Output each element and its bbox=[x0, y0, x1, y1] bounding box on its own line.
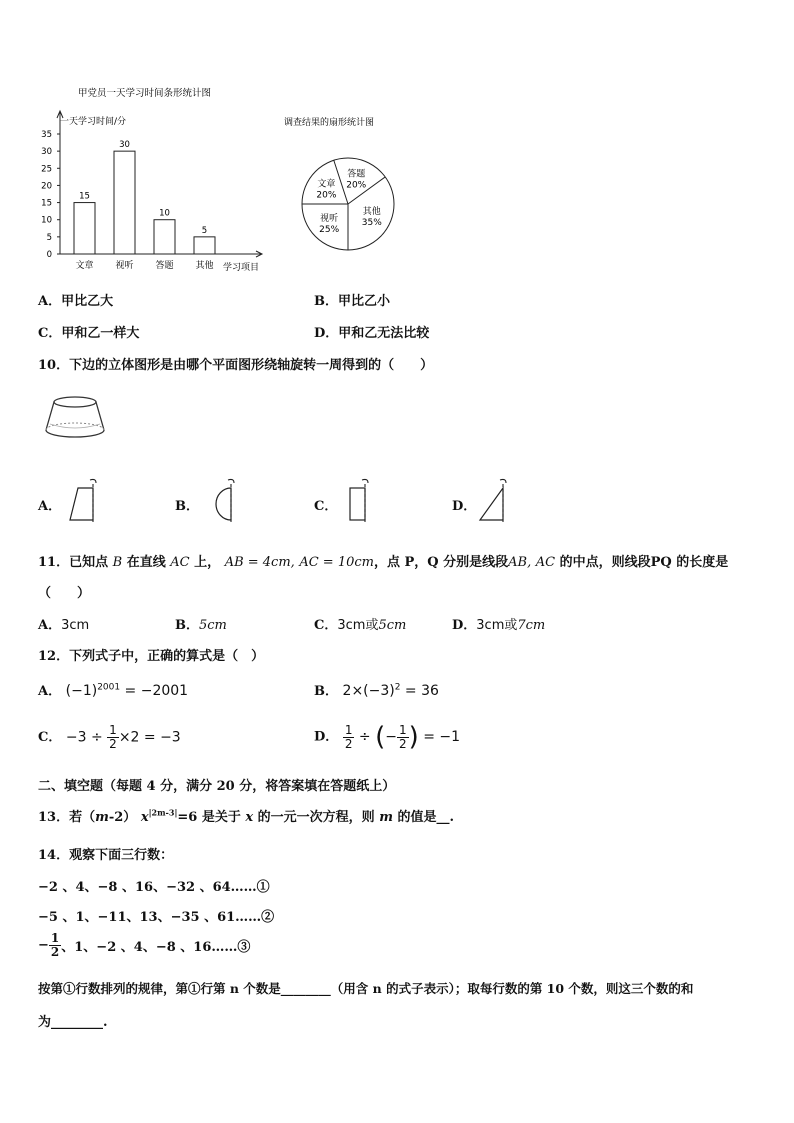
q14-row3-rest: 、1、−2 、4、−8 、16……③ bbox=[61, 940, 251, 955]
q12-c-rest: ×2 = −3 bbox=[118, 729, 181, 746]
pie-slice-pct: 25% bbox=[319, 224, 340, 235]
q12-option-a[interactable] bbox=[38, 680, 188, 699]
y-tick-label: 10 bbox=[41, 215, 52, 226]
q11-option-a[interactable] bbox=[38, 614, 89, 633]
q11-option-c[interactable] bbox=[314, 614, 406, 633]
q14-row3-fraction bbox=[49, 932, 61, 959]
q12-b-pre: 2×(−3) bbox=[342, 683, 395, 699]
q11-option-d[interactable] bbox=[452, 614, 545, 633]
q11-seg-ab: AB, bbox=[508, 555, 532, 570]
q12-c-num: 1 bbox=[109, 723, 117, 737]
q13-rest: =6 是关于 bbox=[177, 810, 246, 825]
y-tick-label: 20 bbox=[41, 181, 52, 192]
q11-option-d-value-2: 7cm bbox=[517, 618, 546, 633]
q11-text-2: 在直线 bbox=[126, 555, 166, 570]
pie-slice-label: 其他 bbox=[362, 207, 381, 218]
pie-slice-label: 答题 bbox=[347, 169, 366, 180]
q11-option-d-value-1: 3cm或 bbox=[476, 618, 518, 633]
q9-option-b[interactable]: B．甲比乙小 bbox=[314, 294, 390, 309]
q12-c-fraction bbox=[107, 724, 119, 751]
section-2-heading: 二、填空题（每题 4 分，满分 20 分，将答案填在答题纸上） bbox=[38, 779, 396, 794]
bar-data-label: 10 bbox=[159, 208, 170, 219]
q13-rest3: 的值是__. bbox=[392, 810, 455, 825]
y-tick-label: 5 bbox=[46, 232, 52, 243]
q13-minus2: -2） bbox=[108, 810, 137, 825]
q11-eq-ab: AB = 4cm, bbox=[224, 555, 295, 570]
q13-stem bbox=[38, 806, 454, 825]
q11-option-c-value-2: 5cm bbox=[378, 618, 407, 633]
q10-stem: 10．下边的立体图形是由哪个平面图形绕轴旋转一周得到的（ ） bbox=[38, 358, 434, 373]
q9-option-a[interactable]: A．甲比乙大 bbox=[38, 294, 114, 309]
q12-d-num: 1 bbox=[344, 722, 353, 737]
q12-d-num2: 1 bbox=[398, 722, 407, 737]
bar-chart bbox=[30, 82, 280, 282]
q12-c-den: 2 bbox=[109, 737, 117, 751]
q11-option-b[interactable] bbox=[175, 614, 227, 633]
q13-x: x bbox=[140, 810, 149, 825]
q10-option-a[interactable]: A． bbox=[38, 499, 62, 514]
bar-data-label: 15 bbox=[79, 191, 90, 202]
pie-slice-pct: 35% bbox=[361, 218, 382, 229]
q11-seg-ac: AC bbox=[535, 555, 556, 570]
bar-其他 bbox=[194, 237, 215, 254]
q12-d-fraction-1 bbox=[343, 724, 355, 751]
y-tick-label: 15 bbox=[41, 198, 52, 209]
q13-rest2: 的一元一次方程，则 bbox=[253, 810, 380, 825]
y-tick-label: 25 bbox=[41, 164, 52, 175]
q12-option-a-label: A． bbox=[38, 684, 62, 699]
q11-text-5: 的中点，则线段PQ 的长度是 bbox=[559, 555, 729, 570]
q14-row-1: −2 、4、−8 、16、−32 、64……① bbox=[38, 880, 270, 895]
pie-chart-title: 调查结果的扇形统计图 bbox=[284, 118, 375, 128]
bar-chart-xlabel: 学习项目 bbox=[223, 263, 260, 273]
q13-pre: 13．若（ bbox=[38, 810, 96, 825]
q11-text-1: 11．已知点 bbox=[38, 555, 109, 570]
q12-option-b-label: B． bbox=[314, 684, 338, 699]
pie-slice-label: 视听 bbox=[320, 213, 339, 224]
q12-d-den2: 2 bbox=[398, 736, 407, 751]
pie-slice-label: 文章 bbox=[317, 179, 336, 190]
q11-option-a-value: 3cm bbox=[61, 618, 90, 633]
q13-x2: x bbox=[245, 810, 254, 825]
q12-option-b-expr bbox=[343, 683, 439, 699]
pie-slice-pct: 20% bbox=[346, 180, 367, 191]
q11-stem bbox=[38, 551, 728, 570]
y-tick-label: 30 bbox=[41, 147, 52, 158]
q11-option-c-label: C． bbox=[314, 618, 338, 633]
q10-option-a-trapezoid-icon[interactable] bbox=[66, 474, 106, 524]
q11-eq-ac: AC = 10cm bbox=[299, 555, 374, 570]
q12-option-c[interactable] bbox=[38, 724, 181, 751]
q11-option-c-value-1: 3cm或 bbox=[337, 618, 379, 633]
q14-stem: 14．观察下面三行数： bbox=[38, 848, 174, 863]
x-category-label: 其他 bbox=[195, 261, 214, 271]
q10-option-b[interactable]: B． bbox=[175, 499, 199, 514]
bar-chart-ylabel: 一天学习时间/分 bbox=[60, 117, 127, 127]
pie-chart bbox=[280, 108, 410, 263]
q12-option-c-label: C． bbox=[38, 730, 62, 745]
x-category-label: 文章 bbox=[75, 261, 94, 271]
q12-option-d[interactable]: D． $\frac{1}{2}$ ÷ (− $\frac{1}{2}$ ) = −1 bbox=[314, 722, 461, 752]
q11-paren: （ ） bbox=[38, 586, 91, 601]
q12-b-exp: 2 bbox=[394, 682, 401, 693]
q12-d-fraction-2 bbox=[397, 724, 409, 751]
q11-option-b-label: B． bbox=[175, 618, 199, 633]
q10-option-c-rectangle-icon[interactable] bbox=[344, 474, 384, 524]
q12-d-den: 2 bbox=[344, 736, 353, 751]
q12-d-mid: ÷ bbox=[354, 729, 376, 745]
q12-option-b[interactable] bbox=[314, 680, 439, 699]
frustum-figure bbox=[42, 394, 108, 444]
pie-slice-pct: 20% bbox=[316, 190, 337, 201]
q14-row-2: −5 、1、−11、13、−35 、61……② bbox=[38, 910, 275, 925]
q12-option-a-expr bbox=[66, 683, 188, 699]
bar-data-label: 5 bbox=[201, 225, 208, 236]
q10-option-b-semicircle-icon[interactable] bbox=[206, 474, 246, 524]
q14-row3-sign: − bbox=[38, 938, 49, 953]
q10-option-d[interactable]: D． bbox=[452, 499, 477, 514]
q12-c-pre: −3 ÷ bbox=[65, 729, 108, 746]
q14-row3-den: 2 bbox=[50, 945, 60, 959]
x-category-label: 视听 bbox=[115, 261, 134, 271]
y-tick-label: 35 bbox=[41, 130, 52, 140]
q11-text-4: ，点 P，Q 分别是线段 bbox=[374, 555, 509, 570]
bar-chart-title: 甲党员一天学习时间条形统计图 bbox=[78, 88, 212, 99]
bar-视听 bbox=[114, 151, 135, 254]
q9-option-c[interactable]: C．甲和乙一样大 bbox=[38, 326, 140, 341]
q11-option-d-label: D． bbox=[452, 618, 477, 633]
q12-option-d-label: D． bbox=[314, 729, 339, 745]
q10-option-d-triangle-icon[interactable] bbox=[476, 474, 516, 524]
q12-d-rest: = −1 bbox=[418, 729, 461, 745]
q12-a-exp: 2001 bbox=[97, 682, 121, 693]
q11-option-a-label: A． bbox=[38, 618, 62, 633]
q10-option-c[interactable]: C． bbox=[314, 499, 338, 514]
bar-data-label: 30 bbox=[119, 140, 130, 151]
y-tick-label: 0 bbox=[46, 250, 52, 260]
q13-exp: |2m-3| bbox=[148, 807, 178, 818]
q13-m: m bbox=[95, 810, 109, 825]
q9-option-d[interactable]: D．甲和乙无法比较 bbox=[314, 326, 430, 341]
q12-stem: 12．下列式子中，正确的算式是（ ） bbox=[38, 649, 265, 664]
x-category-label: 答题 bbox=[155, 261, 174, 271]
q12-a-base: (−1) bbox=[65, 683, 98, 699]
bar-答题 bbox=[154, 220, 175, 254]
q11-option-b-value: 5cm bbox=[199, 618, 227, 633]
q12-a-rest: = −2001 bbox=[120, 683, 189, 699]
q11-point-b: B bbox=[112, 555, 123, 570]
q12-b-rest: = 36 bbox=[400, 683, 439, 699]
q14-question-line-2: 为________. bbox=[38, 1015, 108, 1030]
q14-question-line-1: 按第①行数排列的规律，第①行第 n 个数是________（用含 n 的式子表示）；取每行数的第 10 个数，则这三个数的和 bbox=[38, 981, 694, 996]
q14-row3-num: 1 bbox=[50, 931, 60, 945]
q14-row-3 bbox=[38, 932, 250, 959]
q13-m2: m bbox=[379, 810, 393, 825]
q11-line-ac: AC bbox=[170, 555, 190, 570]
bar-文章 bbox=[74, 203, 95, 254]
q11-text-3: 上， bbox=[194, 555, 221, 570]
